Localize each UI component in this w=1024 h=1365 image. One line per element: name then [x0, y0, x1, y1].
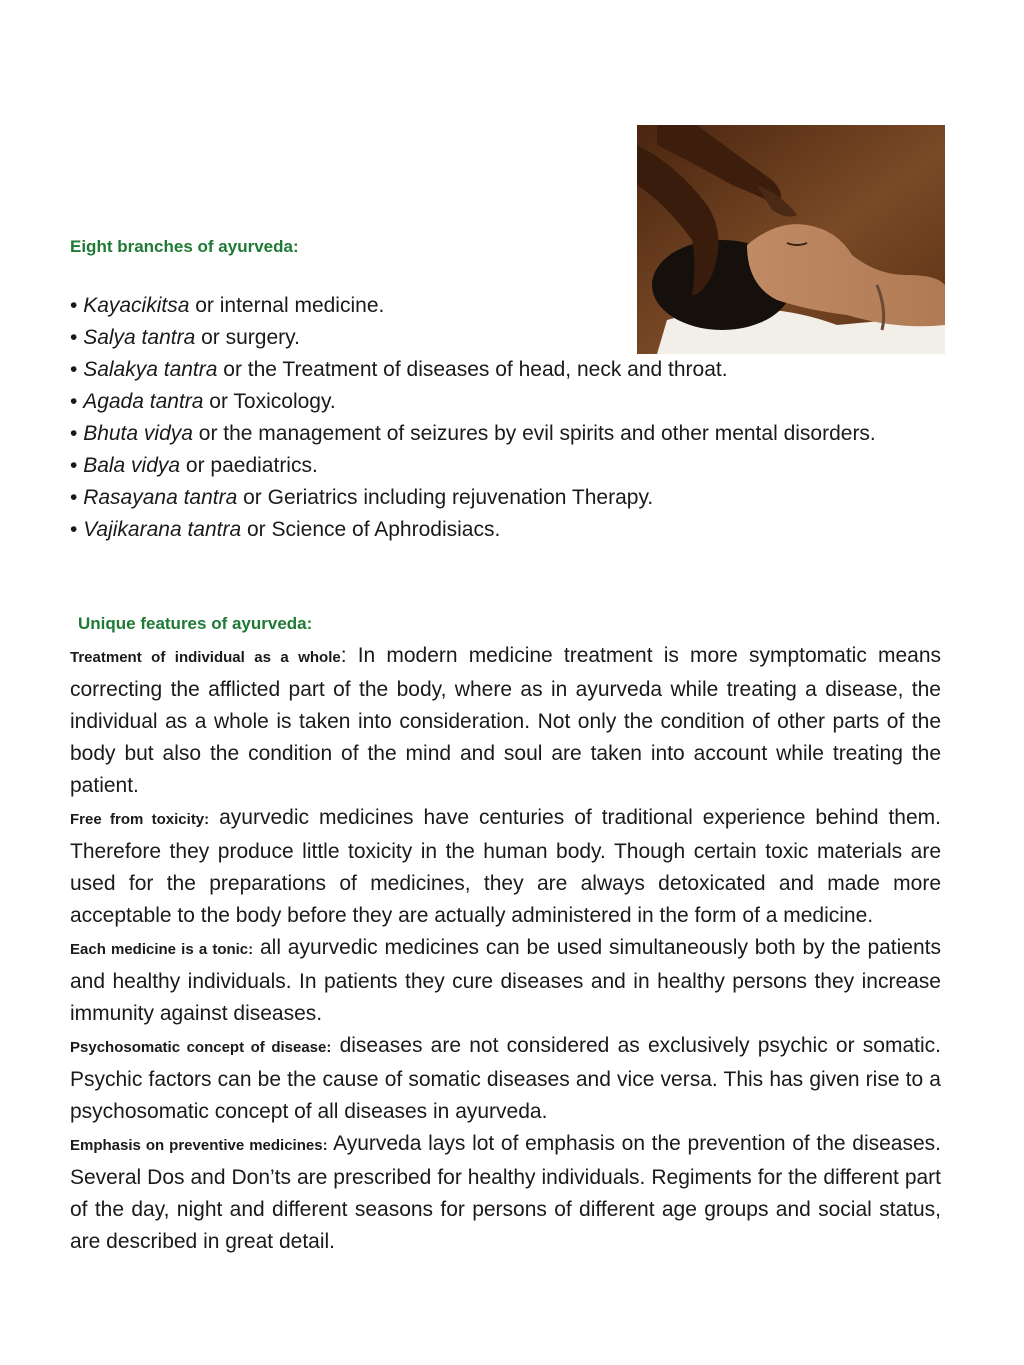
branch-term: Kayacikitsa	[83, 294, 190, 317]
branch-term: Bhuta vidya	[83, 422, 193, 445]
features-heading: Unique features of ayurveda:	[78, 614, 313, 633]
list-item: • Agada tantra or Toxicology.	[70, 390, 336, 413]
feature-label: Free from toxicity:	[70, 811, 210, 828]
list-item: • Salya tantra or surgery.	[70, 326, 300, 349]
branch-desc: or the Treatment of diseases of head, neck and throat.	[217, 358, 728, 381]
branch-term: Vajikarana tantra	[83, 518, 242, 541]
list-item: • Vajikarana tantra or Science of Aphrodisiacs.	[70, 518, 501, 541]
branch-desc: or Toxicology.	[203, 390, 336, 413]
feature-paragraph	[70, 1030, 941, 1128]
branches-heading: Eight branches of ayurveda:	[70, 237, 299, 256]
branch-term: Rasayana tantra	[83, 486, 238, 509]
feature-paragraph	[70, 932, 941, 1030]
feature-paragraph	[70, 640, 941, 802]
feature-label: Treatment of individual as a whole	[70, 649, 341, 666]
branch-desc: or paediatrics.	[180, 454, 318, 477]
feature-text: ayurvedic medicines have centuries of traditional experience behind them. Therefore they produce little toxicity in the human body. Though certain toxic materials are used for the preparations of medicines, they are always detoxicated and made more acceptable to the body before they are actually administered in the form of a medicine.	[70, 806, 941, 927]
feature-label: Psychosomatic concept of disease:	[70, 1039, 332, 1056]
branch-term: Agada tantra	[83, 390, 204, 413]
list-item: • Kayacikitsa or internal medicine.	[70, 294, 385, 317]
branches-list	[70, 290, 941, 546]
branch-term: Bala vidya	[83, 454, 181, 477]
branch-desc: or the management of seizures by evil spirits and other mental disorders.	[192, 422, 876, 445]
feature-label: Each medicine is a tonic:	[70, 941, 254, 958]
branch-term: Salakya tantra	[83, 358, 218, 381]
branch-desc: or surgery.	[195, 326, 300, 349]
feature-text: diseases are not considered as exclusively psychic or somatic. Psychic factors can be the cause of somatic diseases and vice versa. This has given rise to a psychosomatic concept of all diseases in ayurveda.	[70, 1034, 941, 1123]
features-list	[70, 640, 941, 1258]
list-item: • Bhuta vidya or the management of seizures by evil spirits and other mental disorders.	[70, 422, 876, 445]
list-item: • Salakya tantra or the Treatment of diseases of head, neck and throat.	[70, 358, 728, 381]
list-item: • Rasayana tantra or Geriatrics including rejuvenation Therapy.	[70, 486, 654, 509]
feature-text: Ayurveda lays lot of emphasis on the prevention of the diseases. Several Dos and Don’ts are prescribed for healthy individuals. Regiments for the different part of the day, night and different seasons for persons of different age groups and social status, are described in great detail.	[70, 1132, 941, 1253]
branch-desc: or Geriatrics including rejuvenation Therapy.	[237, 486, 654, 509]
feature-text: : In modern medicine treatment is more symptomatic means correcting the afflicted part of the body, where as in ayurveda while treating a disease, the individual as a whole is taken into consideration. Not only the condition of other parts of the body but also the condition of the mind and soul are taken into account while treating the patient.	[70, 644, 942, 797]
branch-desc: or Science of Aphrodisiacs.	[241, 518, 501, 541]
feature-text: all ayurvedic medicines can be used simultaneously both by the patients and healthy individuals. In patients they cure diseases and in healthy persons they increase immunity against diseases.	[70, 936, 941, 1025]
branch-term: Salya tantra	[83, 326, 196, 349]
branch-desc: or internal medicine.	[189, 294, 385, 317]
list-item: • Bala vidya or paediatrics.	[70, 454, 318, 477]
feature-label: Emphasis on preventive medicines:	[70, 1137, 328, 1154]
feature-paragraph	[70, 1128, 941, 1258]
feature-paragraph	[70, 802, 941, 932]
